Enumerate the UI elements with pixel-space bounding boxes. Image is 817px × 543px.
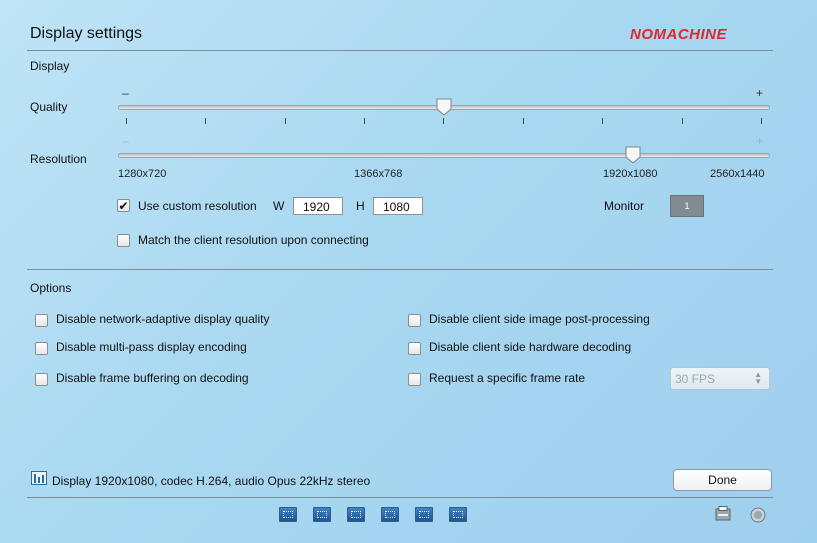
options-section-label: Options: [30, 281, 72, 295]
scale-icon[interactable]: [381, 507, 399, 522]
quality-tick: [205, 118, 206, 124]
match-client-checkbox[interactable]: [117, 234, 130, 247]
frame-rate-label: Request a specific frame rate: [429, 371, 586, 385]
checkmark-icon: ✔: [118, 198, 129, 213]
custom-resolution-checkbox[interactable]: [117, 199, 130, 212]
status-text: Display 1920x1080, codec H.264, audio Opus 22kHz stereo: [52, 474, 371, 488]
resolution-minus-faint: –: [122, 134, 129, 148]
height-label: H: [356, 199, 365, 213]
quality-minus-label: –: [122, 86, 129, 100]
display-settings-icon[interactable]: [449, 507, 467, 522]
quality-label: Quality: [30, 100, 68, 114]
quality-tick: [682, 118, 683, 124]
header-divider: [27, 50, 773, 51]
frame-buffering-label: Disable frame buffering on decoding: [56, 371, 249, 385]
frame-rate-value: 30 FPS: [675, 372, 716, 386]
frame-buffering-checkbox[interactable]: [35, 373, 48, 386]
quality-tick: [126, 118, 127, 124]
status-bars-icon: [31, 471, 47, 485]
quality-tick: [761, 118, 762, 124]
resolution-tick-label: 2560x1440: [710, 168, 765, 180]
quality-tick: [602, 118, 603, 124]
fit-to-window-icon[interactable]: [279, 507, 297, 522]
post-processing-label: Disable client side image post-processing: [429, 312, 650, 326]
network-adaptive-checkbox[interactable]: [35, 314, 48, 327]
up-down-arrows-icon: ▲ ▼: [754, 370, 762, 386]
record-icon[interactable]: [750, 507, 766, 523]
quality-tick: [364, 118, 365, 124]
monitor-label: Monitor: [604, 199, 645, 213]
quality-tick: [523, 118, 524, 124]
resolution-label: Resolution: [30, 152, 87, 166]
resolution-slider-track[interactable]: [118, 153, 770, 158]
multi-pass-checkbox[interactable]: [35, 342, 48, 355]
window-title: Display settings: [30, 25, 143, 42]
multi-pass-label: Disable multi-pass display encoding: [56, 340, 247, 354]
frame-rate-select[interactable]: [670, 367, 770, 390]
quality-plus-label: +: [756, 86, 764, 100]
display-section-label: Display: [30, 59, 70, 73]
resolution-slider-thumb[interactable]: [625, 146, 641, 164]
hardware-decoding-checkbox[interactable]: [408, 342, 421, 355]
quality-tick: [285, 118, 286, 124]
post-processing-checkbox[interactable]: [408, 314, 421, 327]
resolution-tick-label: 1920x1080: [603, 168, 658, 180]
section-divider: [27, 269, 773, 270]
resolution-plus-faint: +: [756, 134, 764, 148]
match-client-label: Match the client resolution upon connecting: [138, 233, 369, 247]
width-label: W: [273, 199, 285, 213]
monitor-select-button[interactable]: [670, 195, 704, 217]
nomachine-logo: NOMACHINE: [630, 26, 727, 43]
footer-divider: [27, 497, 773, 498]
hardware-decoding-label: Disable client side hardware decoding: [429, 340, 632, 354]
quality-tick: [443, 118, 444, 124]
quality-ticks: [126, 118, 762, 124]
fullscreen-icon[interactable]: [347, 507, 365, 522]
quality-slider-thumb[interactable]: [436, 98, 452, 116]
resolution-tick-label: 1366x768: [354, 168, 403, 180]
network-adaptive-label: Disable network-adaptive display quality: [56, 312, 270, 326]
screenshot-icon[interactable]: [715, 506, 733, 523]
monitor-number: 1: [684, 201, 690, 211]
custom-resolution-label: Use custom resolution: [138, 199, 257, 213]
frame-rate-checkbox[interactable]: [408, 373, 421, 386]
done-button[interactable]: Done: [673, 469, 772, 491]
height-field[interactable]: 1080: [373, 197, 423, 215]
resolution-tick-label: 1280x720: [118, 168, 167, 180]
width-field[interactable]: 1920: [293, 197, 343, 215]
resize-remote-icon[interactable]: [313, 507, 331, 522]
viewport-icon[interactable]: [415, 507, 433, 522]
